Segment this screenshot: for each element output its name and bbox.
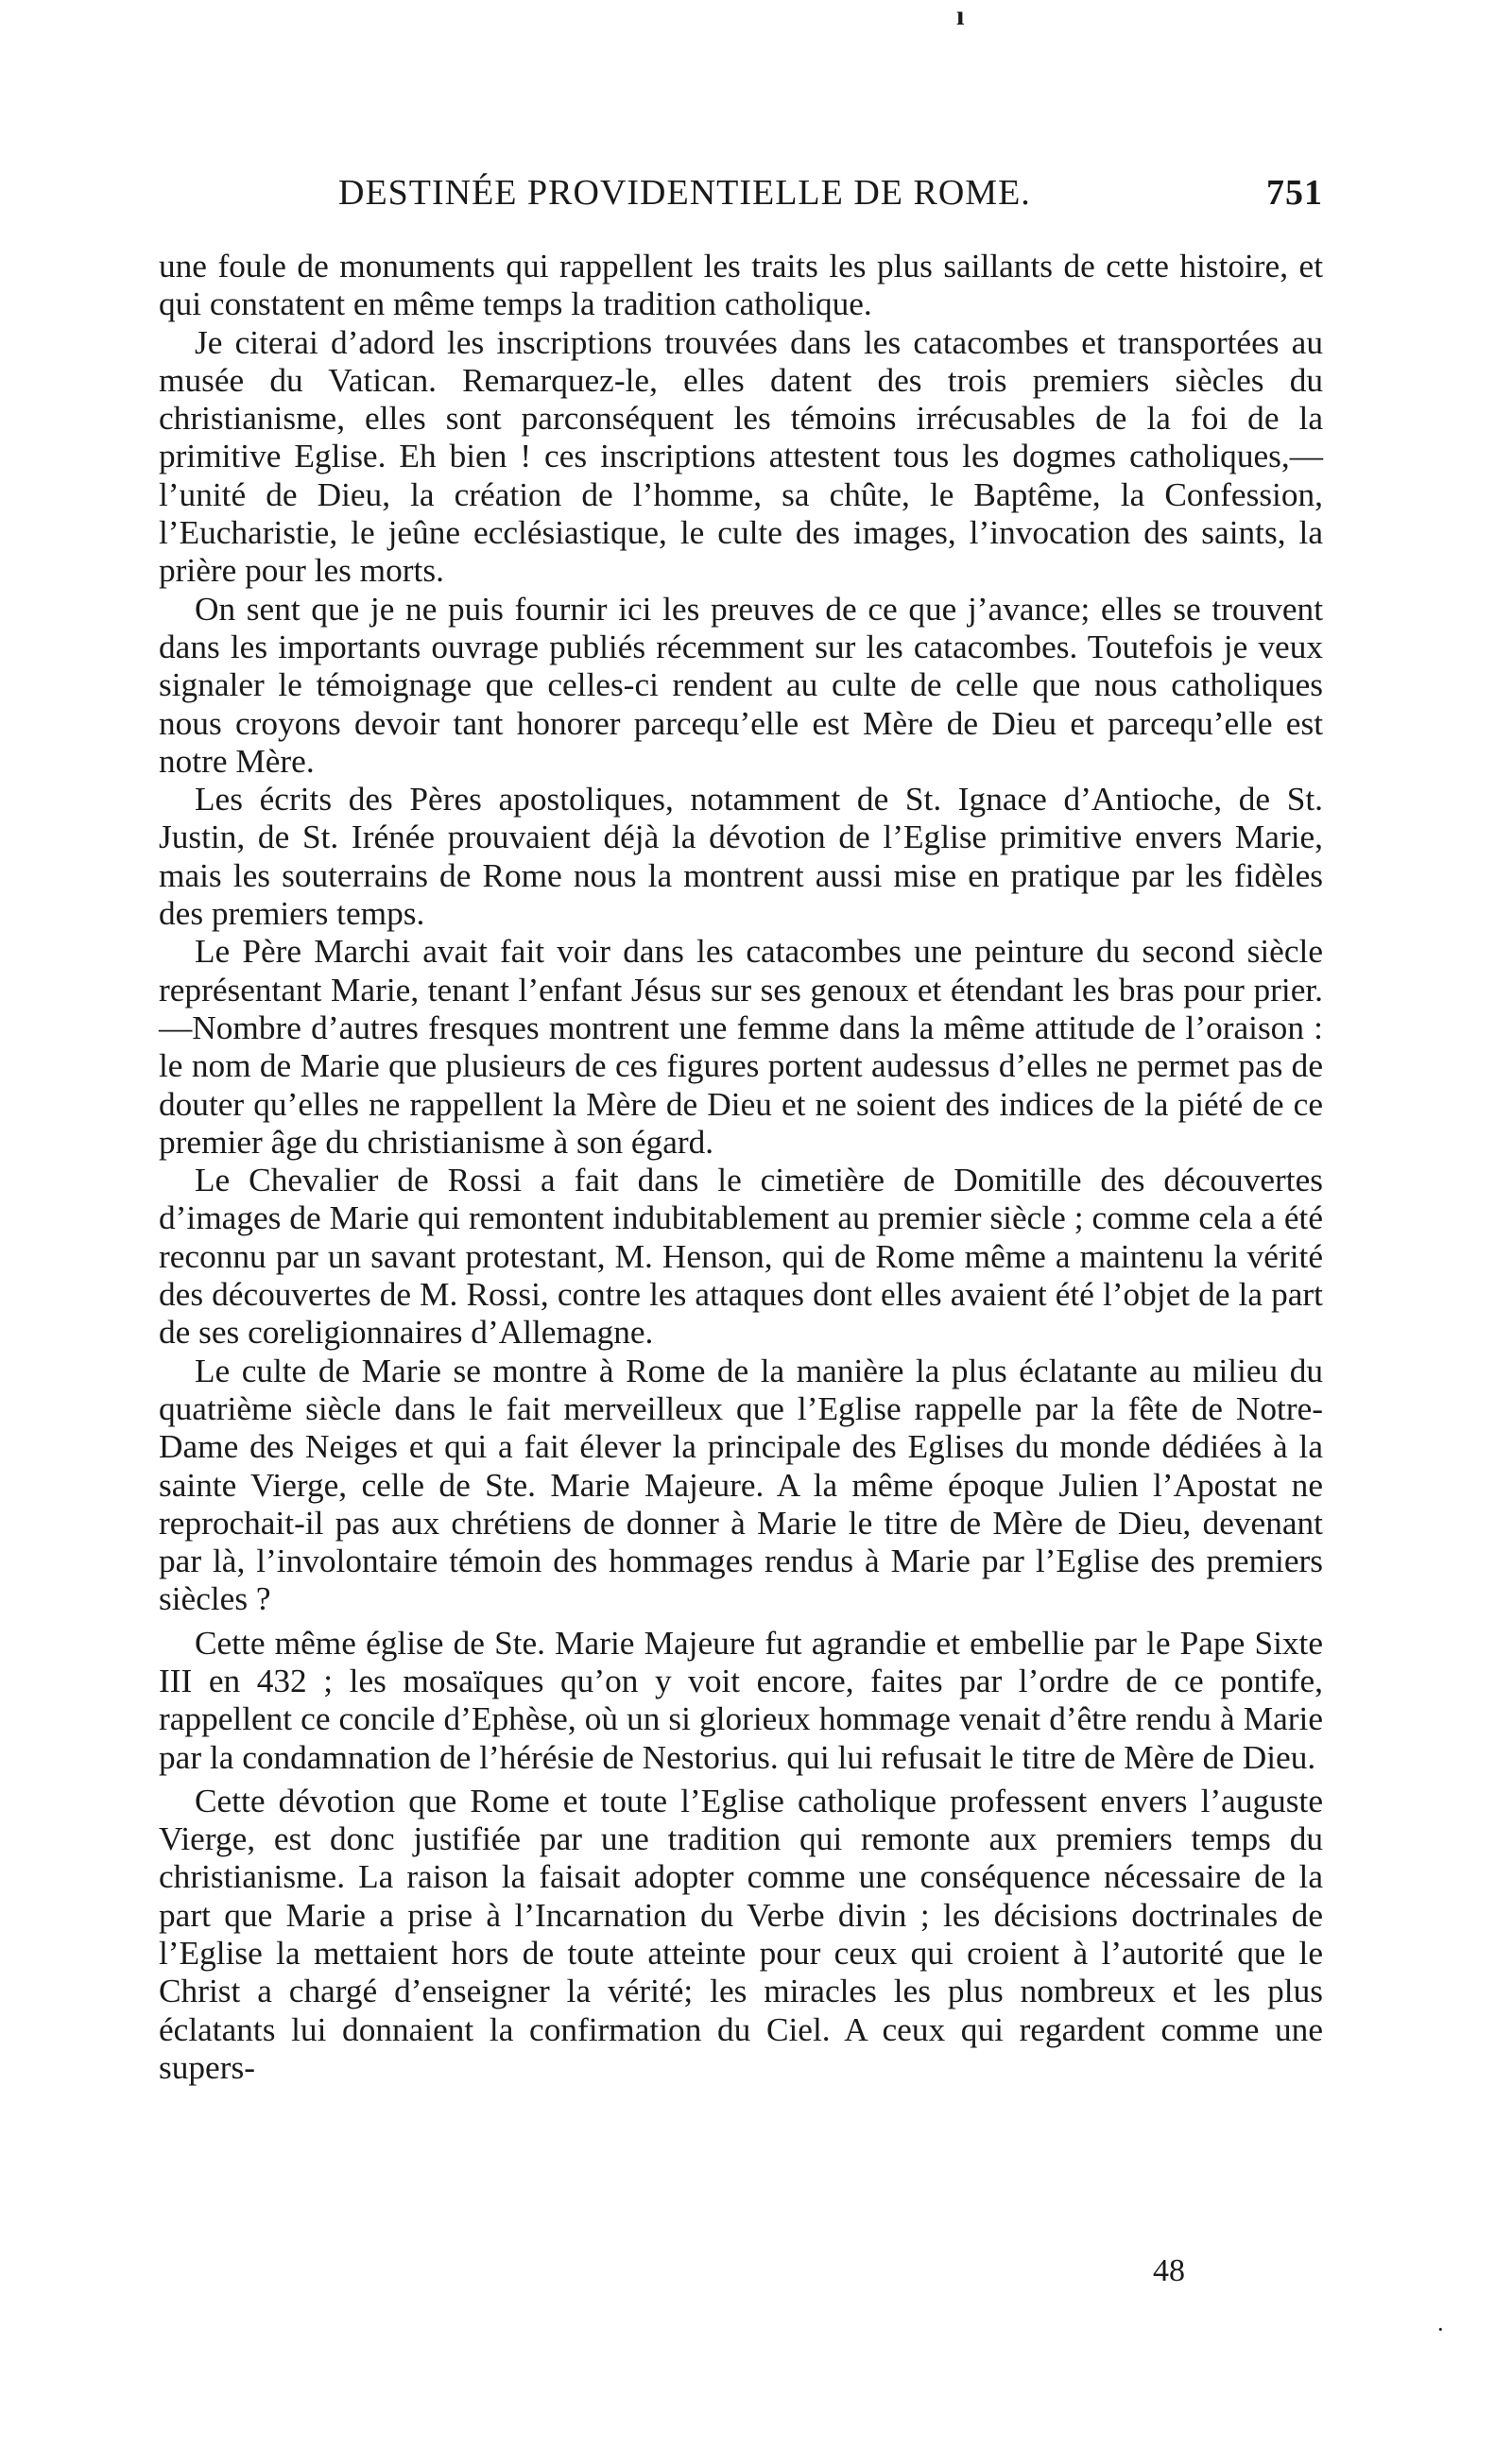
ink-mark: ı [956,0,965,31]
paragraph: Je citerai d’adord les inscriptions trouvées dans les catacombes et transportées au musée du Vatican. Remarquez-le, elles datent des trois premiers siècles du christianisme, elles sont parconséquent les témoins irrécusables de la foi de la primitive Eglise. Eh bien ! ces inscriptions attestent tous les dogmes catholiques,—l’unité de Dieu, la création de l’homme, sa chûte, le Baptême, la Confession, l’Eucharistie, le jeûne ecclésiastique, le culte des images, l’invocation des saints, la prière pour les morts. [159,323,1323,590]
paragraph: une foule de monuments qui rappellent les traits les plus saillants de cette histoire, et qui constatent en même temps la tradition catholique. [159,248,1323,323]
paragraph: Le Chevalier de Rossi a fait dans le cimetière de Domitille des découvertes d’images de Marie qui remontent indubitablement au premier siècle ; comme cela a été reconnu par un savant protestant, M. Henson, qui de Rome même a maintenu la vérité des découvertes de M. Rossi, contre les attaques dont elles avaient été l’objet de la part de ses coreligionnaires d’Allemagne. [159,1162,1323,1352]
paragraph: Cette dévotion que Rome et toute l’Eglise catholique professent envers l’auguste Vierge, est donc justifiée par une tradition qui remonte aux premiers temps du christianisme. La raison la faisait adopter comme une conséquence nécessaire de la part que Marie a prise à l’Incarnation du Verbe divin ; les décisions doctrinales de l’Eglise la mettaient hors de toute atteinte pour ceux qui croient à l’autorité que le Christ a chargé d’enseigner la vérité; les miracles les plus nombreux et les plus éclatants lui donnaient la confirmation du Ciel. A ceux qui regardent comme une supers- [159,1782,1323,2086]
page-header-title: DESTINÉE PROVIDENTIELLE DE ROME. [338,173,1031,213]
page-number: 751 [1266,173,1323,213]
body-text [159,248,1323,2087]
paragraph: Le Père Marchi avait fait voir dans les catacombes une peinture du second siècle représentant Marie, tenant l’enfant Jésus sur ses genoux et étendant les bras pour prier.—Nombre d’autres fresques montrent une femme dans la même attitude de l’oraison : le nom de Marie que plusieurs de ces figures portent audessus d’elles ne permet pas de douter qu’elles ne rappellent la Mère de Dieu et ne soient des indices de la piété de ce premier âge du christianisme à son égard. [159,933,1323,1161]
signature-mark: 48 [1153,2253,1185,2288]
ink-speck: · [1436,2316,1445,2343]
paragraph: Les écrits des Pères apostoliques, notamment de St. Ignace d’Antioche, de St. Justin, de St. Irénée prouvaient déjà la dévotion de l’Eglise primitive envers Marie, mais les souterrains de Rome nous la montrent aussi mise en pratique par les fidèles des premiers temps. [159,781,1323,933]
paragraph: On sent que je ne puis fournir ici les preuves de ce que j’avance; elles se trouvent dans les importants ouvrage publiés récemment sur les catacombes. Toutefois je veux signaler le témoignage que celles-ci rendent au culte de celle que nous catholiques nous croyons devoir tant honorer parcequ’elle est Mère de Dieu et parcequ’elle est notre Mère. [159,590,1323,780]
paragraph: Cette même église de Ste. Marie Majeure fut agrandie et embellie par le Pape Sixte III en 432 ; les mosaïques qu’on y voit encore, faites par l’ordre de ce pontife, rappellent ce concile d’Ephèse, où un si glorieux hommage venait d’être rendu à Marie par la condamnation de l’hérésie de Nestorius. qui lui refusait le titre de Mère de Dieu. [159,1624,1323,1776]
paragraph: Le culte de Marie se montre à Rome de la manière la plus éclatante au milieu du quatrième siècle dans le fait merveilleux que l’Eglise rappelle par la fête de Notre-Dame des Neiges et qui a fait élever la principale des Eglises du monde dédiées à la sainte Vierge, celle de Ste. Marie Majeure. A la même époque Julien l’Apostat ne reprochait-il pas aux chrétiens de donner à Marie le titre de Mère de Dieu, devenant par là, l’involontaire témoin des hommages rendus à Marie par l’Eglise des premiers siècles ? [159,1352,1323,1618]
